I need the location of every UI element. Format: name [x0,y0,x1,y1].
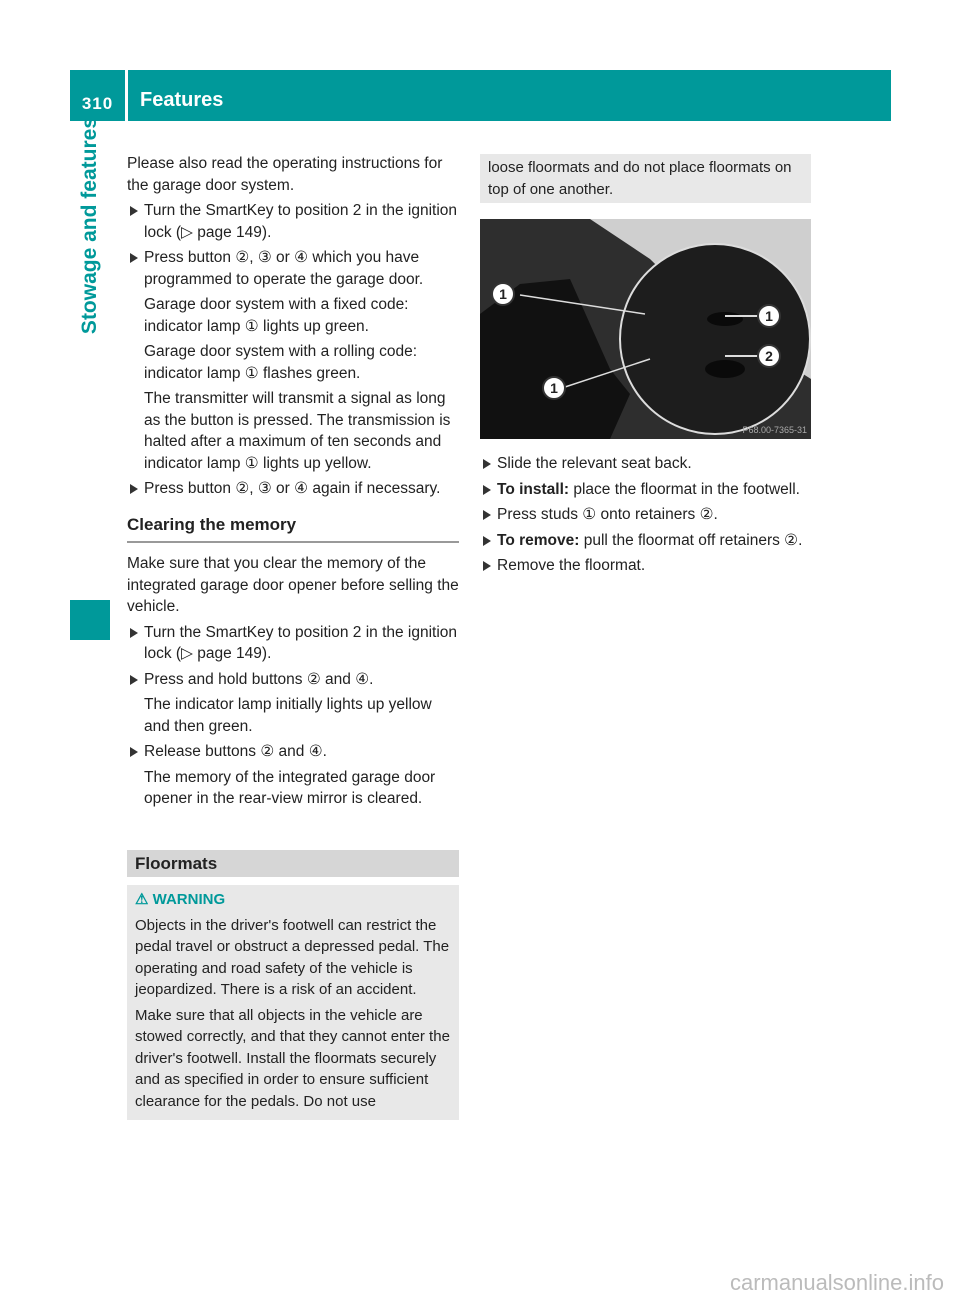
warning-title [135,889,451,911]
intro-text: Please also read the operating instructions for the garage door system. [127,155,443,194]
step-result: The indicator lamp initially lights up yellow and then green. [144,696,432,735]
step-item [480,555,811,577]
image-code: P68.00-7365-31 [742,425,807,435]
floormat-photo [480,219,811,439]
step-item [480,479,811,501]
step-item [480,530,811,552]
step-item [480,453,811,475]
watermark: carmanualsonline.info [729,1270,944,1295]
step-label: To install: [497,480,570,498]
left-column [127,153,459,1120]
callout-2: 2 [765,348,773,364]
step-result: The transmitter will transmit a signal as long as the button is pressed. The transmission is halted after a maximum of ten seconds and indicator lamp ① lights up yellow. [144,390,451,472]
warning-text: Make sure that all objects in the vehicle are stowed correctly, and that they cannot enter the driver's footwell. Install the floormats securely and as specified in order to ensure sufficient clearance for the pedals. Do not use [135,1006,450,1110]
side-tab [70,117,110,595]
step-text: place the floormat in the footwell. [569,480,800,498]
step-label: To remove: [497,531,580,549]
page-title: Features [128,70,891,121]
steps-list [480,453,811,577]
step-text: Slide the relevant seat back. [497,455,692,472]
step-result: Garage door system with a fixed code: indicator lamp ① lights up green. [144,296,409,335]
step-result: The memory of the integrated garage door opener in the rear-view mirror is cleared. [144,768,436,807]
page-number: 310 [70,70,125,121]
step-item: Press and hold buttons ② and ④. [127,669,459,691]
warning-icon: ⚠ [135,891,149,908]
section-floormats: Floormats [127,850,459,878]
step-item: Turn the SmartKey to position 2 in the ignition lock (▷ page 149). [127,622,459,665]
step-text: Press studs ① onto retainers ②. [497,506,718,523]
callout-1: 1 [765,308,773,324]
steps-list [127,622,459,810]
warning-continued: loose floormats and do not place floormats on top of one another. [480,154,811,203]
step-item: Release buttons ② and ④. [127,741,459,763]
steps-list [127,200,459,500]
right-column [480,154,811,581]
step-result: Garage door system with a rolling code: indicator lamp ① flashes green. [144,343,418,382]
step-item: Turn the SmartKey to position 2 in the ignition lock (▷ page 149). [127,200,459,243]
callout-1: 1 [499,286,507,302]
step-item: Press button ②, ③ or ④ again if necessary. [127,478,459,500]
callout-1: 1 [550,380,558,396]
step-text: pull the floormat off retainers ②. [579,531,803,549]
clear-intro: Make sure that you clear the memory of the integrated garage door opener before selling the vehicle. [127,555,459,615]
side-tab-label: Stowage and features [78,117,101,335]
side-tab-marker [70,600,110,640]
warning-label: WARNING [152,891,226,908]
section-heading: Clearing the memory [127,514,459,544]
warning-box [127,885,459,1120]
step-text: Remove the floormat. [497,557,646,574]
warning-text: Objects in the driver's footwell can restrict the pedal travel or obstruct a depressed pedal. The operating and road safety of the vehicle is jeopardized. There is a risk of an accident. [135,916,450,998]
step-item: Press button ②, ③ or ④ which you have programmed to operate the garage door. [127,247,459,290]
step-item [480,504,811,526]
